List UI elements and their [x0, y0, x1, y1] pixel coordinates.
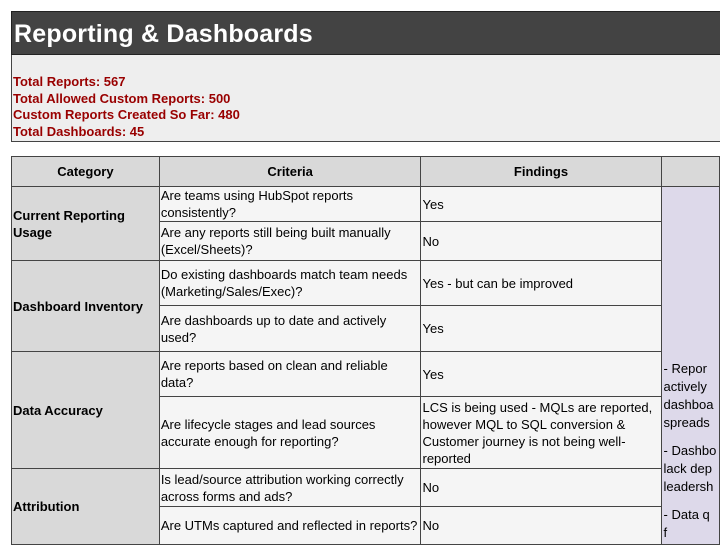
note-line: - Dashbo — [663, 443, 717, 458]
header-findings: Findings — [421, 157, 661, 187]
note-line: - Repor — [663, 361, 707, 376]
category-attribution: Attribution — [12, 469, 160, 545]
note-line: leadersh — [663, 479, 714, 494]
finding-cell: Yes — [421, 187, 661, 222]
stat-total-dashboards: Total Dashboards: 45 — [13, 124, 145, 139]
note-line: f — [663, 525, 668, 540]
header-notes — [661, 157, 719, 187]
notes-text — [664, 360, 720, 542]
table-row — [12, 187, 720, 222]
title-bar — [11, 11, 720, 55]
table-row — [12, 261, 720, 306]
finding-cell: Yes — [421, 352, 661, 397]
criteria-cell: Are lifecycle stages and lead sources accurate enough for reporting? — [159, 397, 421, 469]
finding-cell: Yes — [421, 306, 661, 352]
note-line: spreads — [663, 415, 710, 430]
audit-table — [11, 156, 720, 545]
note-line: dashboa — [663, 397, 714, 412]
criteria-cell: Is lead/source attribution working correctly across forms and ads? — [159, 469, 421, 507]
header-row — [12, 157, 720, 187]
finding-cell: No — [421, 469, 661, 507]
stat-allowed-custom-reports: Total Allowed Custom Reports: 500 — [13, 91, 231, 106]
note-line: actively — [663, 379, 707, 394]
criteria-cell: Are any reports still being built manually (Excel/Sheets)? — [159, 222, 421, 261]
header-criteria: Criteria — [159, 157, 421, 187]
finding-cell: LCS is being used - MQLs are reported, however MQL to SQL conversion & Customer journey is not being well-reported — [421, 397, 661, 469]
stat-custom-reports-created: Custom Reports Created So Far: 480 — [13, 107, 240, 122]
criteria-cell: Are UTMs captured and reflected in reports? — [159, 507, 421, 545]
criteria-cell: Are teams using HubSpot reports consistently? — [159, 187, 421, 222]
criteria-cell: Are dashboards up to date and actively used? — [159, 306, 421, 352]
finding-cell: No — [421, 222, 661, 261]
note-line: - Data q — [663, 507, 710, 522]
finding-cell: Yes - but can be improved — [421, 261, 661, 306]
category-data-accuracy: Data Accuracy — [12, 352, 160, 469]
stat-total-reports: Total Reports: 567 — [13, 74, 126, 89]
criteria-cell: Do existing dashboards match team needs (Marketing/Sales/Exec)? — [159, 261, 421, 306]
category-dashboard-inventory: Dashboard Inventory — [12, 261, 160, 352]
table-row — [12, 469, 720, 507]
finding-cell: No — [421, 507, 661, 545]
category-current-reporting-usage: Current Reporting Usage — [12, 187, 160, 261]
stats-panel — [11, 55, 720, 142]
page-title: Reporting & Dashboards — [14, 20, 313, 48]
criteria-cell: Are reports based on clean and reliable data? — [159, 352, 421, 397]
note-line: lack dep — [663, 461, 712, 476]
notes-cell — [661, 187, 719, 545]
header-category: Category — [12, 157, 160, 187]
table-row — [12, 352, 720, 397]
